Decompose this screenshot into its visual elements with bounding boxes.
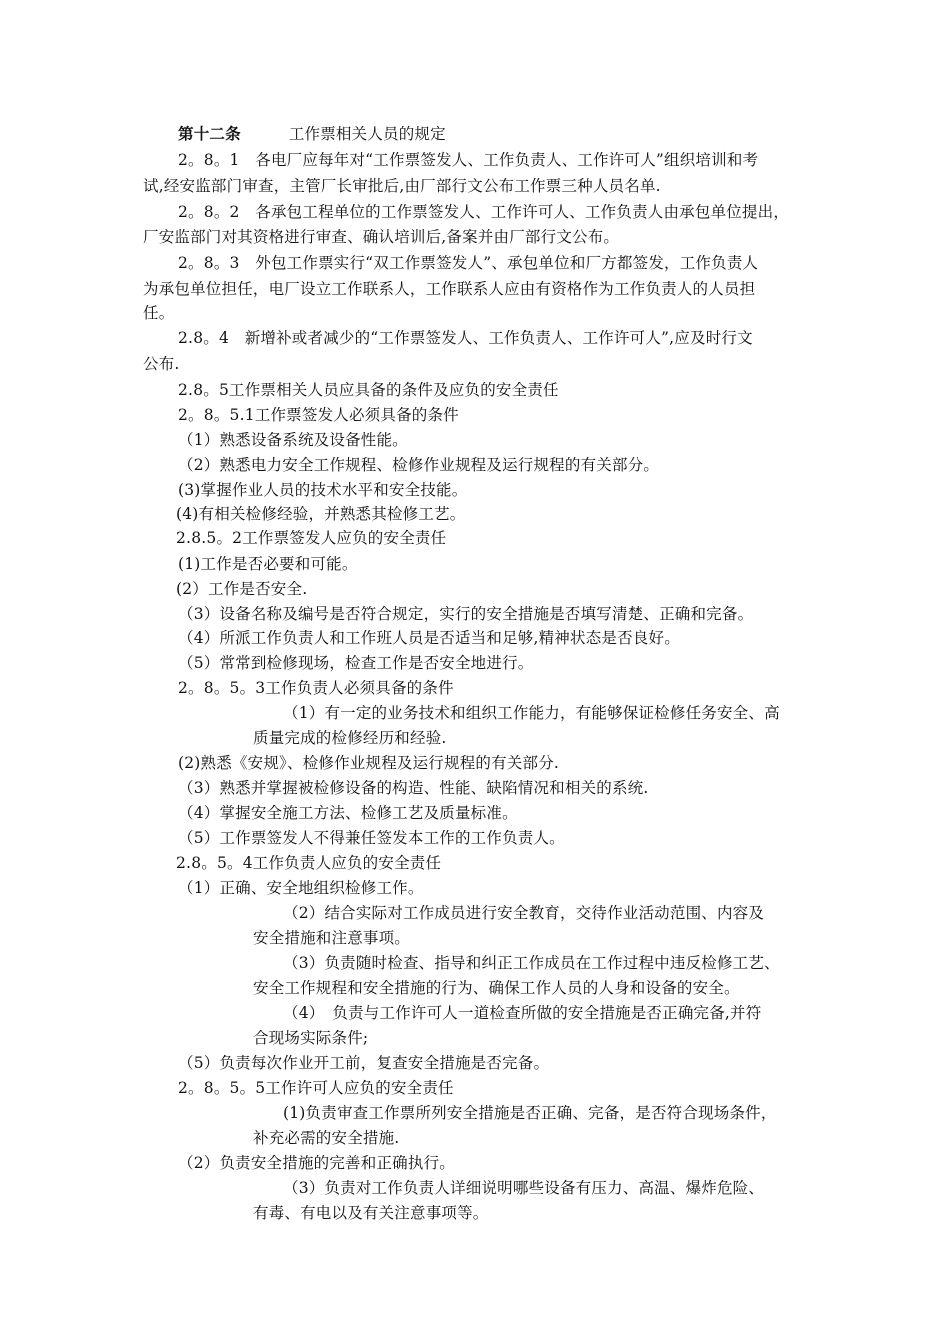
- list-item: （1）熟悉设备系统及设备性能。: [178, 431, 408, 449]
- list-item: （5）负责每次作业开工前，复查安全措施是否完备。: [178, 1054, 550, 1072]
- list-item-continuation: 安全措施和注意事项。: [253, 929, 411, 947]
- subsection-heading: 2.8.5。2工作票签发人应负的安全责任: [176, 529, 447, 547]
- list-item: (2)熟悉《安规》、检修作业规程及运行规程的有关部分.: [178, 754, 560, 772]
- list-item: (1)负责审查工作票所列安全措施是否正确、完备，是否符合现场条件，: [283, 1104, 777, 1122]
- section-heading: 2.8。5工作票相关人员应具备的条件及应负的安全责任: [178, 381, 559, 399]
- list-item: （1）有一定的业务技术和组织工作能力，有能够保证检修任务安全、高: [283, 704, 780, 722]
- subsection-heading: 2。8。5.1工作票签发人必须具备的条件: [178, 406, 459, 424]
- list-item: （5）常常到检修现场，检查工作是否安全地进行。: [178, 654, 534, 672]
- paragraph-line: 2.8。4 新增补或者减少的“工作票签发人、工作负责人、工作许可人”,应及时行文: [178, 329, 753, 347]
- subsection-heading: 2。8。5。3工作负责人必须具备的条件: [178, 679, 454, 697]
- list-item: （3）熟悉并掌握被检修设备的构造、性能、缺陷情况和相关的系统.: [178, 779, 649, 797]
- list-item-continuation: 合现场实际条件;: [253, 1029, 369, 1047]
- list-item: (4)有相关检修经验，并熟悉其检修工艺。: [176, 505, 466, 523]
- list-item: （2）结合实际对工作成员进行安全教育，交待作业活动范围、内容及: [283, 904, 765, 922]
- paragraph-line: 为承包单位担任，电厂设立工作联系人，工作联系人应由有资格作为工作负责人的人员担: [143, 280, 756, 298]
- list-item: （4）所派工作负责人和工作班人员是否适当和足够,精神状态是否良好。: [178, 629, 680, 647]
- list-item-continuation: 安全工作规程和安全措施的行为、确保工作人员的人身和设备的安全。: [253, 979, 740, 997]
- list-item: (2）工作是否安全.: [176, 580, 308, 598]
- article-title: 工作票相关人员的规定: [288, 125, 446, 143]
- list-item: (1)工作是否必要和可能。: [178, 555, 358, 573]
- paragraph-line: 厂安监部门对其资格进行审查、确认培训后,备案并由厂部行文公布。: [143, 228, 620, 246]
- list-item: （2）负责安全措施的完善和正确执行。: [178, 1154, 455, 1172]
- paragraph-line: 试,经安监部门审查，主管厂长审批后,由厂部行文公布工作票三种人员名单.: [143, 177, 661, 195]
- list-item: （2）熟悉电力安全工作规程、检修作业规程及运行规程的有关部分。: [178, 456, 660, 474]
- list-item: （5）工作票签发人不得兼任签发本工作的工作负责人。: [178, 829, 565, 847]
- list-item: (3)掌握作业人员的技术水平和安全技能。: [178, 481, 468, 499]
- paragraph-line: 2。8。3 外包工作票实行“双工作票签发人”、承包单位和厂方都签发，工作负责人: [178, 254, 759, 272]
- list-item: （3）负责随时检查、指导和纠正工作成员在工作过程中违反检修工艺、: [283, 954, 780, 972]
- article-heading: [178, 124, 446, 144]
- subsection-heading: 2.8。5。4工作负责人应负的安全责任: [176, 854, 442, 872]
- article-number: 第十二条: [178, 124, 241, 143]
- paragraph-line: 2。8。1 各电厂应每年对“工作票签发人、工作负责人、工作许可人”组织培训和考: [178, 151, 759, 169]
- paragraph-line: 2。8。2 各承包工程单位的工作票签发人、工作许可人、工作负责人由承包单位提出，: [178, 203, 790, 221]
- paragraph-line: 公布.: [143, 355, 180, 373]
- list-item: （3）设备名称及编号是否符合规定，实行的安全措施是否填写清楚、正确和完备。: [178, 605, 754, 623]
- list-item-continuation: 补充必需的安全措施.: [253, 1129, 400, 1147]
- list-item: （4） 负责与工作许可人一道检查所做的安全措施是否正确完备,并符: [283, 1004, 762, 1022]
- list-item-continuation: 有毒、有电以及有关注意事项等。: [253, 1204, 489, 1222]
- subsection-heading: 2。8。5。5工作许可人应负的安全责任: [178, 1079, 454, 1097]
- paragraph-line: 任。: [143, 304, 175, 322]
- list-item: （1）正确、安全地组织检修工作。: [178, 879, 424, 897]
- list-item-continuation: 质量完成的检修经历和经验.: [253, 729, 447, 747]
- list-item: （3）负责对工作负责人详细说明哪些设备有压力、高温、爆炸危险、: [283, 1179, 765, 1197]
- list-item: （4）掌握安全施工方法、检修工艺及质量标准。: [178, 804, 518, 822]
